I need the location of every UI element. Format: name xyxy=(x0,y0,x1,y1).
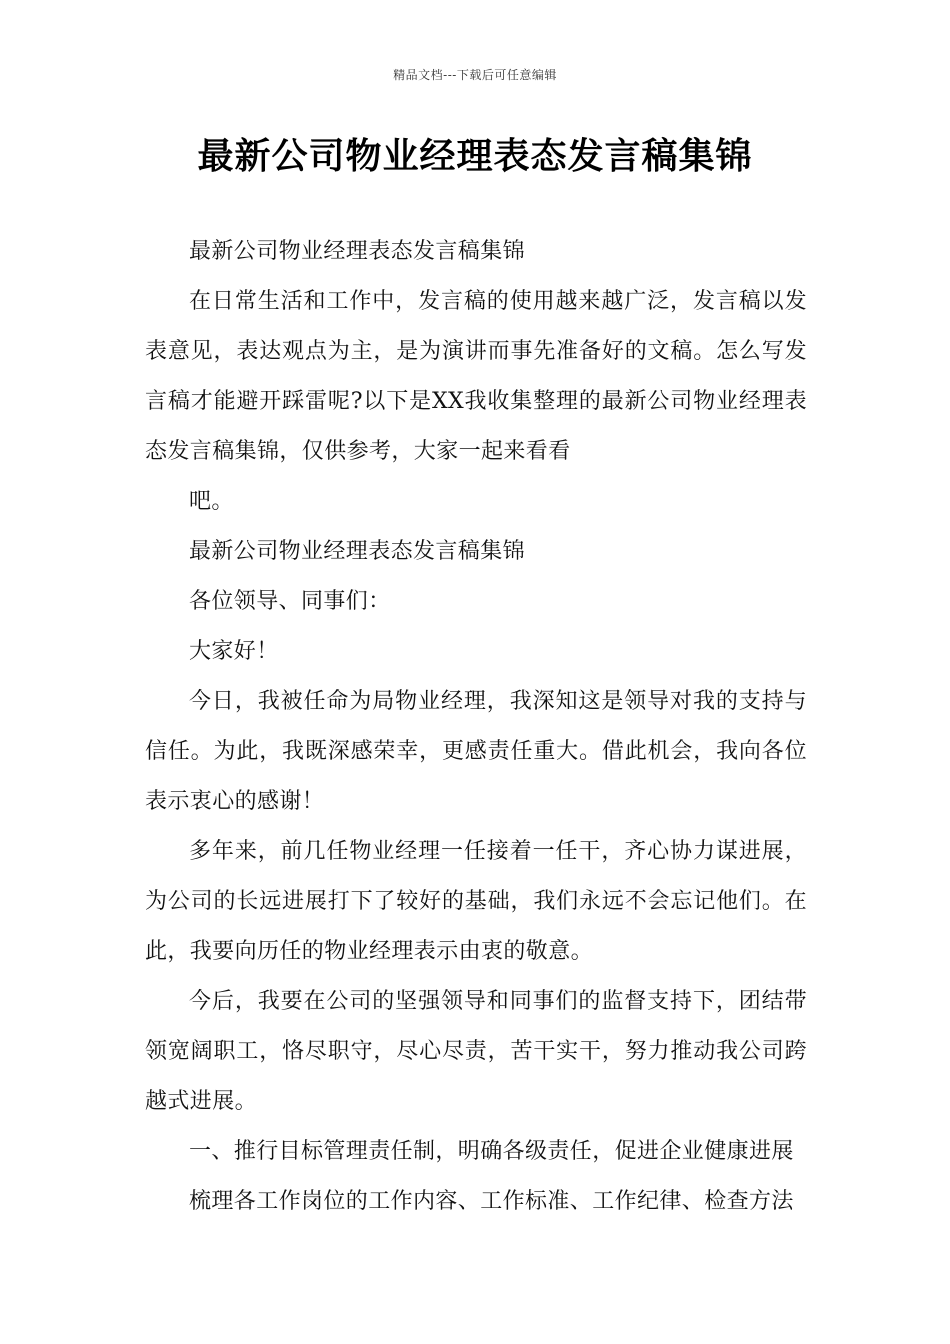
paragraph: 最新公司物业经理表态发言稿集锦 xyxy=(189,539,526,564)
paragraph: 多年来，前几任物业经理一任接着一任干，齐心协力谋进展，为公司的长远进展打下了较好的基础，我们永远不会忘记他们。在此，我要向历任的物业经理表示由衷的敬意。 xyxy=(145,839,807,964)
paragraph: 在日常生活和工作中，发言稿的使用越来越广泛，发言稿以发表意见，表达观点为主，是为演讲而事先准备好的文稿。怎么写发言稿才能避开踩雷呢?以下是XX我收集整理的最新公司物业经理表态发言稿集锦，仅供参考，大家一起来看看 xyxy=(145,289,807,464)
header-note: 精品文档---下载后可任意编辑 xyxy=(393,68,557,82)
paragraph: 大家好！ xyxy=(189,639,279,664)
paragraph: 吧。 xyxy=(189,489,234,514)
paragraph: 一、推行目标管理责任制，明确各级责任，促进企业健康进展 xyxy=(189,1139,794,1164)
document-body xyxy=(145,227,807,1227)
paragraph: 今日，我被任命为局物业经理，我深知这是领导对我的支持与信任。为此，我既深感荣幸，更感责任重大。借此机会，我向各位表示衷心的感谢！ xyxy=(145,689,807,814)
paragraph: 今后，我要在公司的坚强领导和同事们的监督支持下，团结带领宽阔职工，恪尽职守，尽心尽责，苦干实干，努力推动我公司跨越式进展。 xyxy=(145,989,807,1114)
document-title: 最新公司物业经理表态发言稿集锦 xyxy=(197,136,753,177)
paragraph: 最新公司物业经理表态发言稿集锦 xyxy=(189,239,526,264)
paragraph: 各位领导、同事们： xyxy=(189,589,391,614)
paragraph: 梳理各工作岗位的工作内容、工作标准、工作纪律、检查方法 xyxy=(189,1189,794,1214)
